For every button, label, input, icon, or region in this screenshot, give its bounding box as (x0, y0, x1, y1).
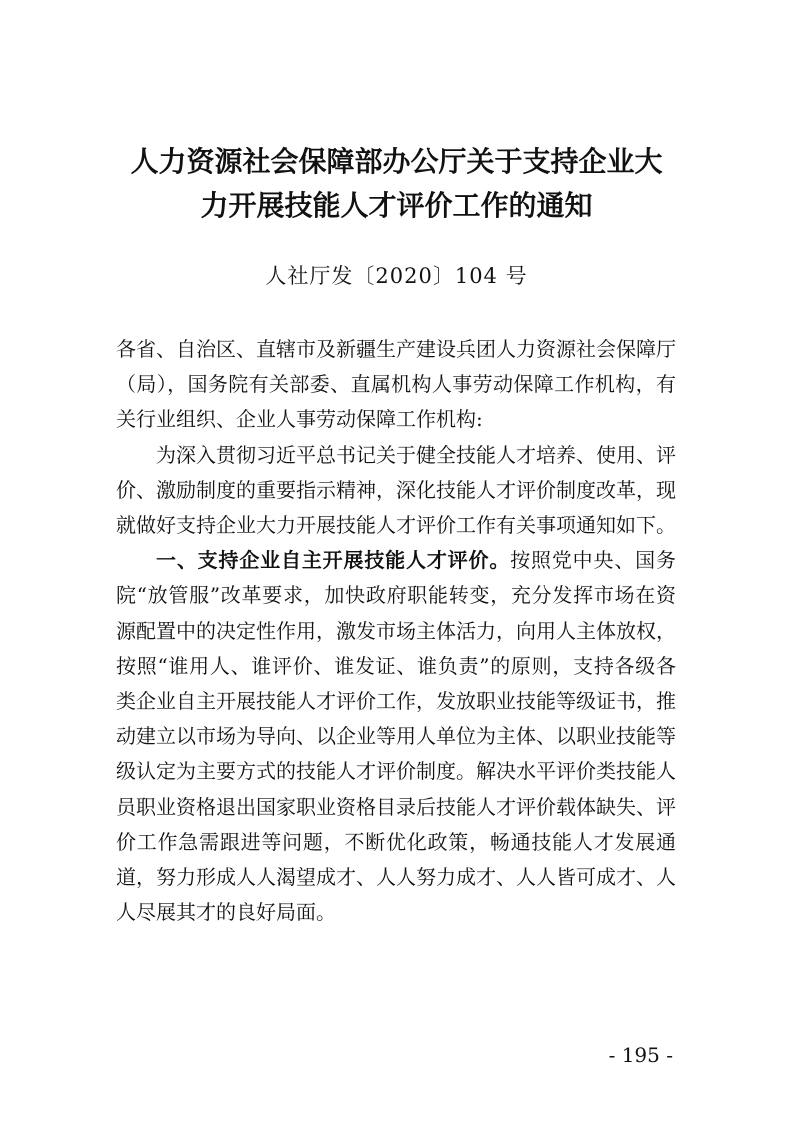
section-1-heading: 一、支持企业自主开展技能人才评价。 (156, 548, 511, 573)
intro-paragraph: 为深入贯彻习近平总书记关于健全技能人才培养、使用、评价、激励制度的重要指示精神，深化技能人才评价制度改革，现就做好支持企业大力开展技能人才评价工作有关事项通知如下。 (116, 442, 676, 538)
section-1-body: 按照党中央、国务院“放管服”改革要求，加快政府职能转变，充分发挥市场在资源配置中的决定性作用，激发市场主体活力，向用人主体放权，按照“谁用人、谁评价、谁发证、谁负责”的原则，支持各级各类企业自主开展技能人才评价工作，发放职业技能等级证书，推动建立以市场为导向、以企业等用人单位为主体、以职业技能等级认定为主要方式的技能人才评价制度。解决水平评价类技能人员职业资格退出国家职业资格目录后技能人才评价载体缺失、评价工作急需跟进等问题，不断优化政策，畅通技能人才发展通道，努力形成人人渴望成才、人人努力成才、人人皆可成才、人人尽展其才的良好局面。 (116, 548, 677, 925)
document-title (0, 140, 793, 228)
title-line-1: 人力资源社会保障部办公厅关于支持企业大 (130, 145, 663, 178)
page-number: - 195 - (608, 1043, 673, 1067)
title-line-2: 力开展技能人才评价工作的通知 (200, 189, 593, 222)
addressee-paragraph: 各省、自治区、直辖市及新疆生产建设兵团人力资源社会保障厅（局），国务院有关部委、直属机构人事劳动保障工作机构，有关行业组织、企业人事劳动保障工作机构: (116, 337, 676, 432)
document-number: 人社厅发〔2020〕104 号 (265, 264, 528, 288)
document-body (116, 332, 676, 930)
section-1-paragraph (116, 543, 676, 930)
